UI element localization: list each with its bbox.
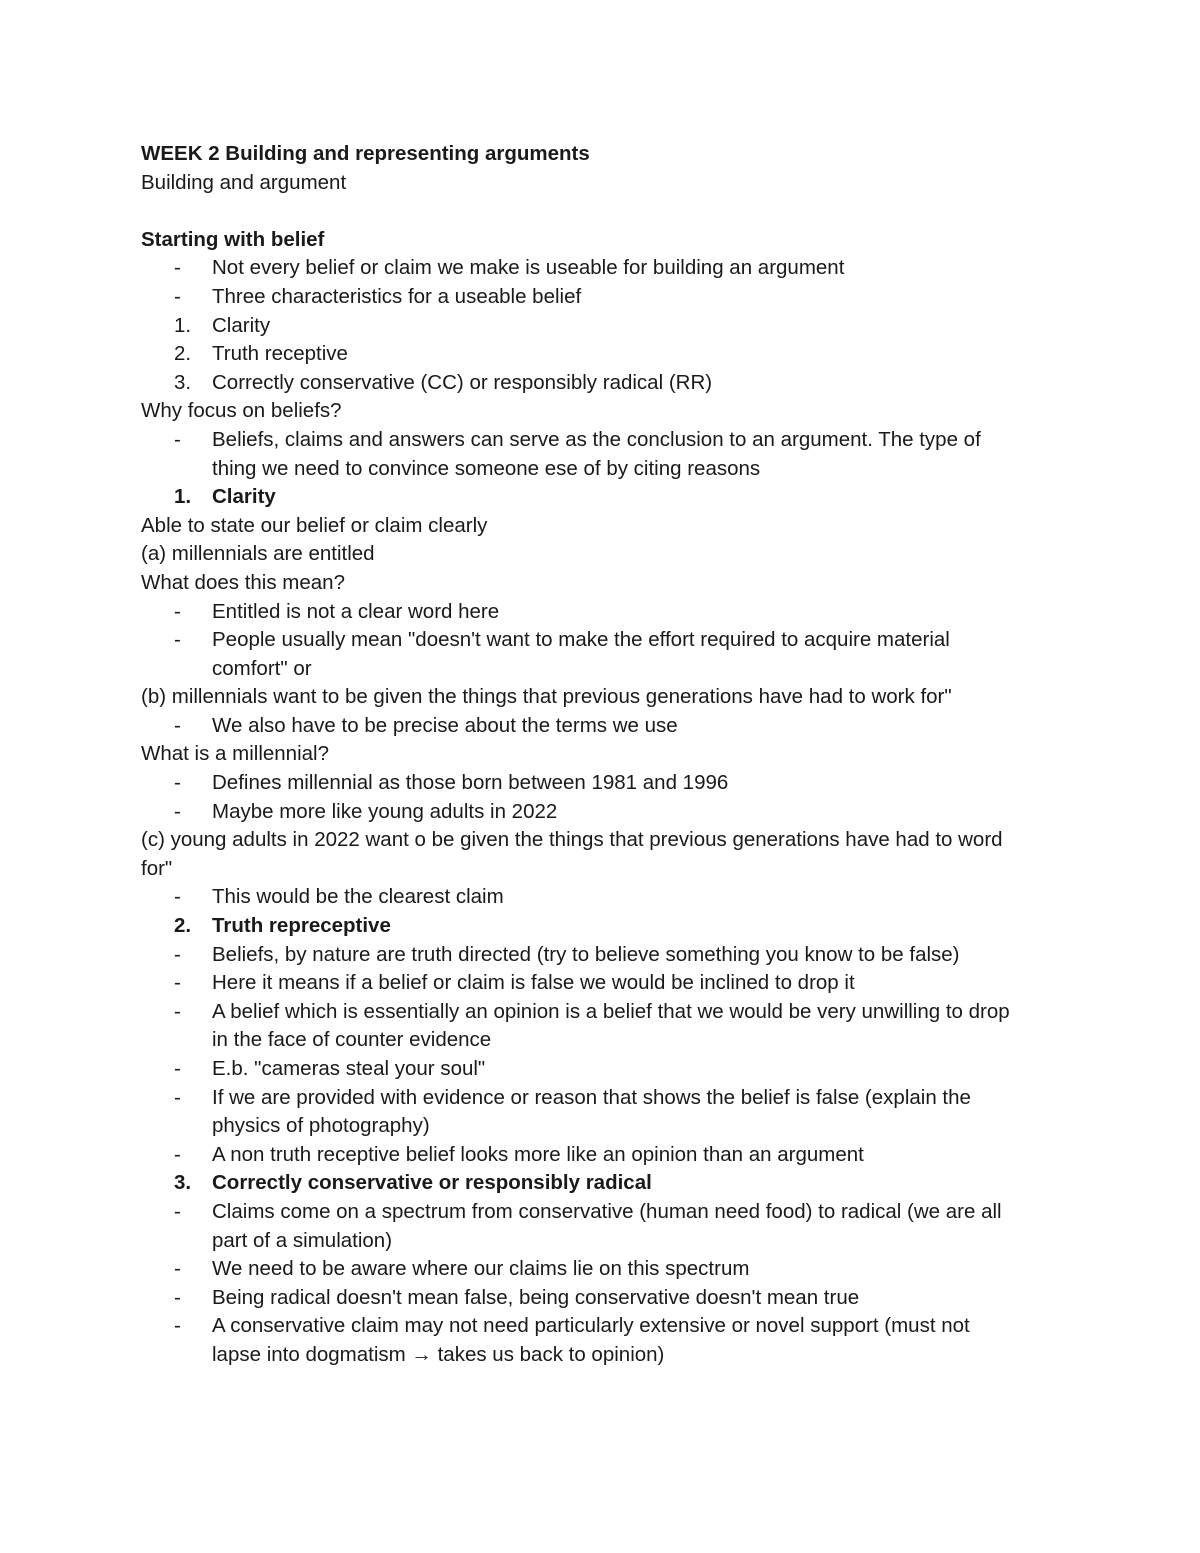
list-item-text: Defines millennial as those born between 1981 and 1996	[212, 771, 729, 795]
list-item	[141, 426, 1061, 455]
list-item	[141, 254, 1061, 283]
bullet-dash: -	[174, 284, 181, 308]
list-item	[141, 1084, 1061, 1113]
paragraph: What is a millennial?	[141, 742, 329, 766]
heading-text: Truth repreceptive	[212, 914, 391, 938]
list-item-continuation	[141, 1026, 1061, 1055]
bullet-dash: -	[174, 427, 181, 451]
list-number: 1.	[174, 485, 192, 509]
list-item-text: in the face of counter evidence	[212, 1028, 492, 1052]
numbered-heading	[141, 912, 1061, 941]
list-item	[141, 798, 1061, 827]
list-item-text: People usually mean "doesn't want to make the effort required to acquire material	[212, 628, 950, 652]
list-item-text: Being radical doesn't mean false, being conservative doesn't mean true	[212, 1285, 860, 1309]
list-item-text: Beliefs, by nature are truth directed (try to believe something you know to be false)	[212, 942, 960, 966]
list-item-text: Maybe more like young adults in 2022	[212, 799, 558, 823]
bullet-dash: -	[174, 1142, 181, 1166]
list-item-text: Here it means if a belief or claim is false we would be inclined to drop it	[212, 971, 855, 995]
paragraph: Able to state our belief or claim clearly	[141, 513, 488, 537]
list-item	[141, 1141, 1061, 1170]
heading-text: Correctly conservative or responsibly radical	[212, 1171, 652, 1195]
paragraph: Why focus on beliefs?	[141, 399, 342, 423]
list-item-text: part of a simulation)	[212, 1228, 393, 1252]
list-item	[141, 969, 1061, 998]
section-heading: Starting with belief	[141, 227, 325, 251]
heading-text: Clarity	[212, 485, 276, 509]
numbered-heading	[141, 483, 1061, 512]
list-item	[141, 712, 1061, 741]
list-item	[141, 340, 1061, 369]
list-item-text: comfort" or	[212, 656, 312, 680]
list-item	[141, 998, 1061, 1027]
list-item-continuation	[141, 1227, 1061, 1256]
list-item	[141, 1255, 1061, 1284]
numbered-heading	[141, 1169, 1061, 1198]
list-item	[141, 941, 1061, 970]
list-item-text: We need to be aware where our claims lie on this spectrum	[212, 1257, 750, 1281]
list-item-text: E.b. "cameras steal your soul"	[212, 1057, 486, 1080]
bullet-dash: -	[174, 999, 181, 1023]
document-title: WEEK 2 Building and representing arguments	[141, 142, 590, 165]
list-item	[141, 769, 1061, 798]
document-page	[141, 140, 1061, 1370]
bullet-dash: -	[174, 256, 181, 280]
bullet-dash: -	[174, 599, 181, 623]
bullet-dash: -	[174, 885, 181, 909]
list-item-text: A non truth receptive belief looks more like an opinion than an argument	[212, 1142, 864, 1166]
paragraph: (c) young adults in 2022 want o be given the things that previous generations have had to word	[141, 828, 1003, 852]
list-item-text: Three characteristics for a useable belief	[212, 284, 582, 308]
list-item-continuation	[141, 655, 1061, 684]
bullet-dash: -	[174, 1257, 181, 1281]
bullet-dash: -	[174, 1199, 181, 1223]
list-number: 3.	[174, 370, 192, 394]
bullet-dash: -	[174, 971, 181, 995]
bullet-dash: -	[174, 771, 181, 795]
list-item	[141, 1198, 1061, 1227]
bullet-dash: -	[174, 628, 181, 652]
list-item-text: We also have to be precise about the terms we use	[212, 713, 678, 737]
list-number: 1.	[174, 313, 192, 337]
list-item-continuation	[141, 1341, 1061, 1370]
list-item-text: Not every belief or claim we make is useable for building an argument	[212, 256, 845, 280]
list-number: 3.	[174, 1171, 192, 1195]
list-item-text: Truth receptive	[212, 342, 348, 366]
list-number: 2.	[174, 342, 192, 366]
list-item	[141, 1055, 1061, 1084]
list-item-text: thing we need to convince someone ese of by citing reasons	[212, 456, 761, 480]
document-subtitle: Building and argument	[141, 170, 347, 194]
list-item-text: Correctly conservative (CC) or responsibly radical (RR)	[212, 370, 713, 394]
list-item	[141, 312, 1061, 341]
list-item	[141, 883, 1061, 912]
list-item-text: Beliefs, claims and answers can serve as the conclusion to an argument. The type of	[212, 427, 981, 451]
list-item-text: Clarity	[212, 313, 271, 337]
list-item-continuation	[141, 1112, 1061, 1141]
list-item-text: This would be the clearest claim	[212, 885, 504, 909]
bullet-dash: -	[174, 1085, 181, 1109]
list-item-text: If we are provided with evidence or reason that shows the belief is false (explain the	[212, 1085, 971, 1109]
list-item-text: Entitled is not a clear word here	[212, 599, 500, 623]
list-item-text: A conservative claim may not need particularly extensive or novel support (must not	[212, 1314, 970, 1338]
list-item	[141, 598, 1061, 627]
paragraph: What does this mean?	[141, 570, 345, 594]
list-item-continuation	[141, 455, 1061, 484]
bullet-dash: -	[174, 799, 181, 823]
list-item-text: A belief which is essentially an opinion is a belief that we would be very unwilling to drop	[212, 999, 1010, 1023]
paragraph: (b) millennials want to be given the things that previous generations have had to work for"	[141, 685, 952, 709]
list-item	[141, 369, 1061, 398]
bullet-dash: -	[174, 1285, 181, 1309]
paragraph: for"	[141, 856, 173, 880]
bullet-dash: -	[174, 1057, 181, 1080]
list-item-text: physics of photography)	[212, 1114, 430, 1138]
bullet-dash: -	[174, 713, 181, 737]
list-item	[141, 1312, 1061, 1341]
bullet-dash: -	[174, 942, 181, 966]
list-item-text: lapse into dogmatism → takes us back to opinion)	[212, 1342, 665, 1366]
list-item	[141, 283, 1061, 312]
paragraph: (a) millennials are entitled	[141, 542, 375, 566]
spacer	[141, 197, 1061, 226]
list-item-text: Claims come on a spectrum from conservative (human need food) to radical (we are all	[212, 1199, 1002, 1223]
list-item	[141, 1284, 1061, 1313]
list-number: 2.	[174, 914, 192, 938]
list-item	[141, 626, 1061, 655]
bullet-dash: -	[174, 1314, 181, 1338]
